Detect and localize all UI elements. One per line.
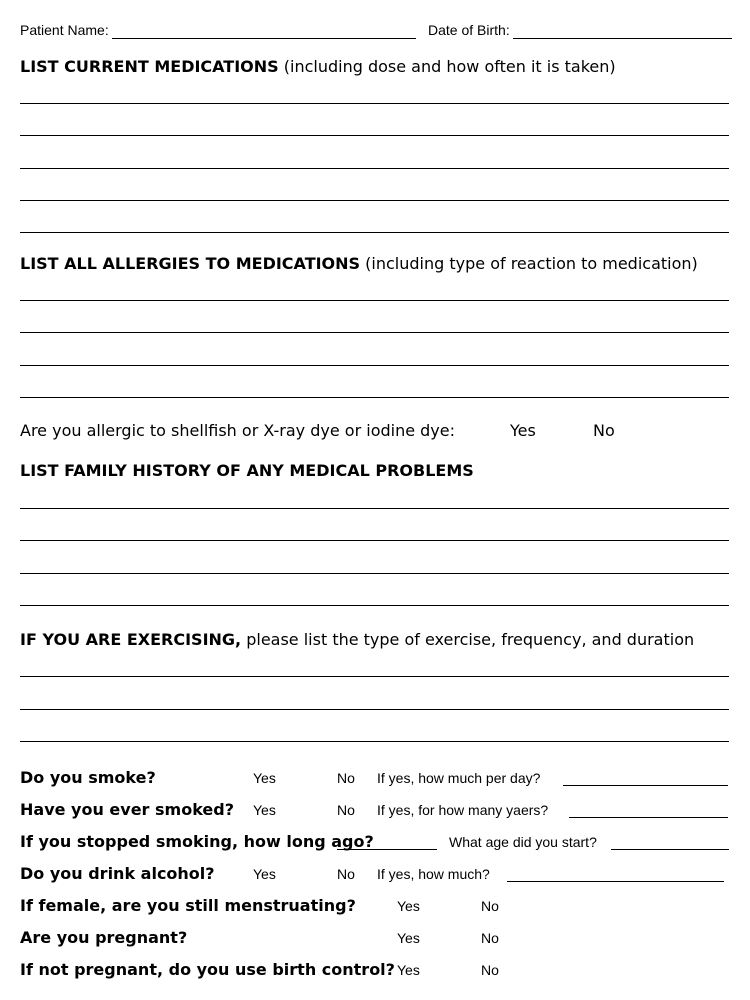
exercise-line[interactable] (20, 676, 729, 677)
menstruating-yes-option[interactable]: Yes (397, 898, 420, 914)
smoke-question-label: Do you smoke? (20, 768, 156, 787)
stopped-smoking-question-label: If you stopped smoking, how long ago? (20, 832, 374, 851)
ever-smoked-followup-label: If yes, for how many yaers? (377, 802, 549, 818)
smoke-amount-field[interactable] (563, 785, 728, 786)
allergies-heading-rest: (including type of reaction to medication) (360, 254, 698, 273)
smoke-followup-label: If yes, how much per day? (377, 770, 541, 786)
start-age-label: What age did you start? (449, 834, 597, 850)
ever-smoked-question-label: Have you ever smoked? (20, 800, 234, 819)
stopped-smoking-field[interactable] (337, 849, 437, 850)
dye-question-label: Are you allergic to shellfish or X-ray dye or iodine dye: (20, 421, 456, 440)
family-history-line[interactable] (20, 540, 729, 541)
dob-label: Date of Birth: (428, 22, 510, 38)
patient-name-label: Patient Name: (20, 22, 109, 38)
allergies-line[interactable] (20, 300, 729, 301)
allergies-line[interactable] (20, 332, 729, 333)
alcohol-amount-field[interactable] (507, 881, 724, 882)
exercise-heading-rest: please list the type of exercise, frequency, and duration (241, 630, 695, 649)
exercise-heading-bold: IF YOU ARE EXERCISING, (20, 630, 242, 649)
start-age-field[interactable] (611, 849, 729, 850)
medications-line[interactable] (20, 168, 729, 169)
smoke-yes-option[interactable]: Yes (253, 770, 276, 786)
dye-no-option[interactable]: No (593, 421, 615, 440)
alcohol-question-label: Do you drink alcohol? (20, 864, 215, 883)
ever-smoked-no-option[interactable]: No (337, 802, 355, 818)
alcohol-no-option[interactable]: No (337, 866, 355, 882)
allergies-heading-bold: LIST ALL ALLERGIES TO MEDICATIONS (20, 254, 361, 273)
exercise-line[interactable] (20, 741, 729, 742)
pregnant-yes-option[interactable]: Yes (397, 930, 420, 946)
birth-control-yes-option[interactable]: Yes (397, 962, 420, 978)
ever-smoked-yes-option[interactable]: Yes (253, 802, 276, 818)
medications-heading (20, 59, 616, 75)
family-history-line[interactable] (20, 573, 729, 574)
birth-control-no-option[interactable]: No (481, 962, 499, 978)
birth-control-question-label: If not pregnant, do you use birth control? (20, 960, 395, 979)
alcohol-yes-option[interactable]: Yes (253, 866, 276, 882)
exercise-line[interactable] (20, 709, 729, 710)
family-history-heading: LIST FAMILY HISTORY OF ANY MEDICAL PROBLEMS (20, 461, 474, 480)
exercise-heading (20, 632, 694, 648)
medications-line[interactable] (20, 103, 729, 104)
medications-heading-rest: (including dose and how often it is taken) (278, 57, 616, 76)
menstruating-question-label: If female, are you still menstruating? (20, 896, 356, 915)
allergies-line[interactable] (20, 365, 729, 366)
medications-line[interactable] (20, 232, 729, 233)
menstruating-no-option[interactable]: No (481, 898, 499, 914)
alcohol-followup-label: If yes, how much? (377, 866, 490, 882)
dye-yes-option[interactable]: Yes (510, 421, 536, 440)
allergies-line[interactable] (20, 397, 729, 398)
smoke-no-option[interactable]: No (337, 770, 355, 786)
pregnant-no-option[interactable]: No (481, 930, 499, 946)
allergies-heading (20, 256, 698, 272)
pregnant-question-label: Are you pregnant? (20, 928, 188, 947)
medications-heading-bold: LIST CURRENT MEDICATIONS (20, 57, 279, 76)
medications-line[interactable] (20, 200, 729, 201)
family-history-line[interactable] (20, 508, 729, 509)
years-smoked-field[interactable] (569, 817, 728, 818)
family-history-line[interactable] (20, 605, 729, 606)
patient-name-field[interactable] (112, 38, 416, 39)
medications-line[interactable] (20, 135, 729, 136)
dob-field[interactable] (513, 38, 732, 39)
